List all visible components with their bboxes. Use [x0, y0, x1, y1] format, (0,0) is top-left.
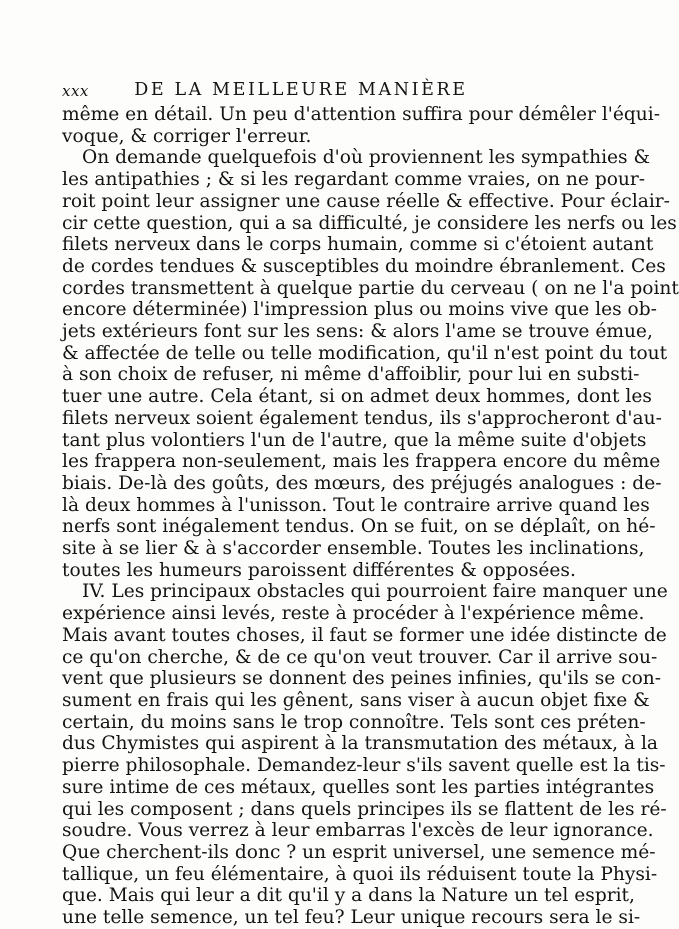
text-line: là deux hommes à l'unisson. Tout le contraire arrive quand les	[62, 494, 650, 516]
text-line: que. Mais qui leur a dit qu'il y a dans la Nature un tel esprit,	[62, 885, 635, 907]
text-line: une telle semence, un tel feu? Leur unique recours sera le si-	[62, 907, 641, 929]
running-title: DE LA MEILLEURE MANIÈRE	[134, 80, 468, 100]
page-header	[62, 80, 540, 104]
text-line: tuer une autre. Cela étant, si on admet deux hommes, dont les	[62, 386, 652, 408]
text-line: IV. Les principaux obstacles qui pourroient faire manquer une	[82, 581, 668, 603]
text-line: Mais avant toutes choses, il faut se former une idée distincte de	[62, 624, 667, 646]
text-line: Que cherchent-ils donc ? un esprit universel, une semence mé-	[62, 841, 656, 863]
text-line: encore déterminée) l'impression plus ou moins vive que les ob-	[62, 299, 657, 321]
text-line: soudre. Vous verrez à leur embarras l'excès de leur ignorance.	[62, 820, 654, 842]
text-line: & affectée de telle ou telle modification, qu'il n'est point du tout	[62, 342, 668, 364]
text-line: certain, du moins sans le trop connoître. Tels sont ces préten-	[62, 711, 646, 733]
text-line: dus Chymistes qui aspirent à la transmutation des métaux, à la	[62, 733, 658, 755]
text-line: nerfs sont inégalement tendus. On se fuit, on se déplaît, on hé-	[62, 516, 656, 538]
text-line: expérience ainsi levés, reste à procéder à l'expérience même.	[62, 603, 645, 625]
text-line: pierre philosophale. Demandez-leur s'ils savent quelle est la tis-	[62, 755, 666, 777]
text-line: site à se lier & à s'accorder ensemble. Toutes les inclinations,	[62, 538, 645, 560]
body-text	[62, 104, 679, 929]
text-line: jets extérieurs font sur les sens: & alors l'ame se trouve émue,	[62, 321, 653, 343]
text-line: sure intime de ces métaux, quelles sont les parties intégrantes	[62, 776, 655, 798]
text-line: de cordes tendues & susceptibles du moindre ébranlement. Ces	[62, 255, 666, 277]
text-line: On demande quelquefois d'où proviennent les sympathies &	[82, 147, 651, 169]
text-line: cordes transmettent à quelque partie du cerveau ( on ne l'a point	[62, 277, 679, 299]
text-line: voque, & corriger l'erreur.	[62, 125, 312, 147]
text-line: tallique, un feu élémentaire, à quoi ils réduisent toute la Physi-	[62, 863, 658, 885]
text-line: filets nerveux soient également tendus, ils s'approcheront d'au-	[62, 407, 662, 429]
text-line: à son choix de refuser, ni même d'affoiblir, pour lui en substi-	[62, 364, 640, 386]
page-number: xxx	[62, 82, 89, 100]
text-line: vent que plusieurs se donnent des peines infinies, qu'ils se con-	[62, 668, 662, 690]
text-line: roit point leur assigner une cause réelle & effective. Pour éclair-	[62, 190, 670, 212]
text-line: même en détail. Un peu d'attention suffira pour démêler l'équi-	[62, 104, 661, 125]
text-line: filets nerveux dans le corps humain, comme si c'étoient autant	[62, 234, 654, 256]
text-line: sument en frais qui les gênent, sans viser à aucun objet fixe &	[62, 689, 650, 711]
text-line: les frappera non-seulement, mais les frappera encore du même	[62, 451, 661, 473]
text-line: toutes les humeurs paroissent différentes & opposées.	[62, 559, 576, 581]
text-line: ce qu'on cherche, & de ce qu'on veut trouver. Car il arrive sou-	[62, 646, 658, 668]
text-line: cir cette question, qui a sa difficulté, je considere les nerfs ou les	[62, 212, 677, 234]
text-line: biais. De-là des goûts, des mœurs, des préjugés analogues : de-	[62, 472, 662, 494]
text-line: tant plus volontiers l'un de l'autre, que la même suite d'objets	[62, 429, 647, 451]
text-line: qui les composent ; dans quels principes ils se flattent de les ré-	[62, 798, 667, 820]
text-line: les antipathies ; & si les regardant comme vraies, on ne pour-	[62, 169, 646, 191]
